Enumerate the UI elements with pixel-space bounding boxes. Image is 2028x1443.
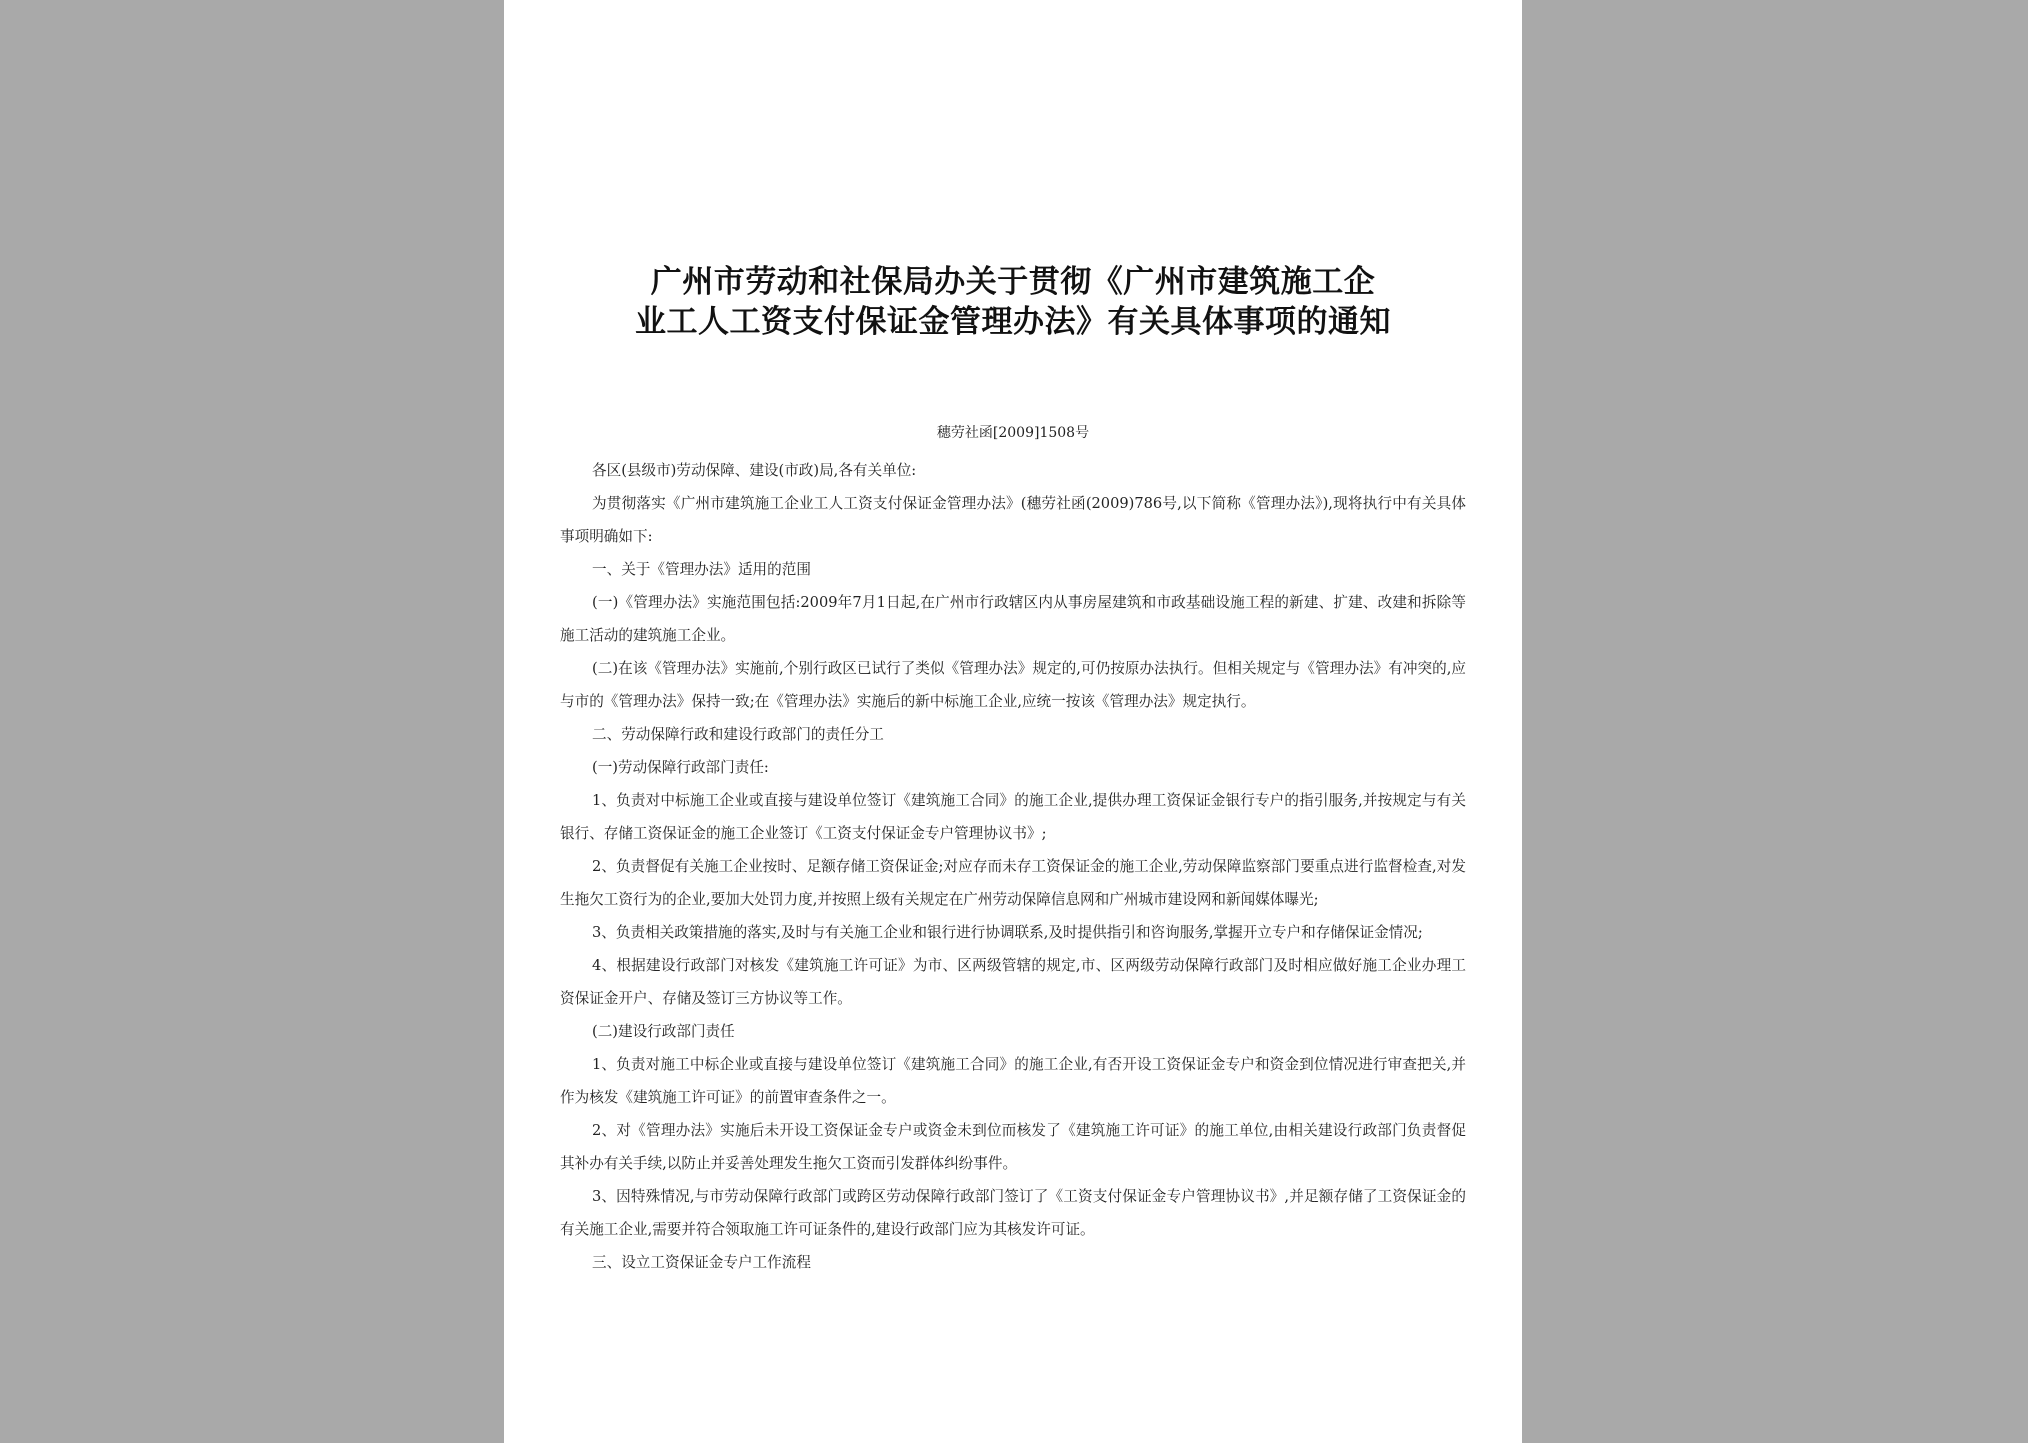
- paragraph: 1、负责对施工中标企业或直接与建设单位签订《建筑施工合同》的施工企业,有否开设工资保证金专户和资金到位情况进行审查把关,并作为核发《建筑施工许可证》的前置审查条件之一。: [560, 1056, 1466, 1106]
- heading-section-2: 二、劳动保障行政和建设行政部门的责任分工: [592, 726, 884, 743]
- document-body: [560, 454, 1466, 1279]
- heading-section-1: 一、关于《管理办法》适用的范围: [592, 561, 811, 578]
- paragraph: 3、因特殊情况,与市劳动保障行政部门或跨区劳动保障行政部门签订了《工资支付保证金专户管理协议书》,并足额存储了工资保证金的有关施工企业,需要并符合领取施工许可证条件的,建设行政部门应为其核发许可证。: [560, 1188, 1466, 1238]
- document-title: [564, 262, 1462, 342]
- paragraph-salutation: 各区(县级市)劳动保障、建设(市政)局,各有关单位:: [592, 462, 917, 479]
- paragraph-intro: 为贯彻落实《广州市建筑施工企业工人工资支付保证金管理办法》(穗劳社函(2009)786号,以下简称《管理办法》),现将执行中有关具体事项明确如下:: [560, 495, 1466, 545]
- paragraph: 1、负责对中标施工企业或直接与建设单位签订《建筑施工合同》的施工企业,提供办理工资保证金银行专户的指引服务,并按规定与有关银行、存储工资保证金的施工企业签订《工资支付保证金专户管理协议书》;: [560, 792, 1466, 842]
- subheading: (一)劳动保障行政部门责任:: [592, 759, 769, 776]
- paragraph: 3、负责相关政策措施的落实,及时与有关施工企业和银行进行协调联系,及时提供指引和咨询服务,掌握开立专户和存储保证金情况;: [592, 924, 1423, 941]
- subheading: (二)建设行政部门责任: [592, 1023, 735, 1040]
- heading-section-3: 三、设立工资保证金专户工作流程: [592, 1254, 811, 1271]
- title-line-1: 广州市劳动和社保局办关于贯彻《广州市建筑施工企: [650, 264, 1376, 300]
- paragraph: 2、负责督促有关施工企业按时、足额存储工资保证金;对应存而未存工资保证金的施工企业,劳动保障监察部门要重点进行监督检查,对发生拖欠工资行为的企业,要加大处罚力度,并按照上级有关规定在广州劳动保障信息网和广州城市建设网和新闻媒体曝光;: [560, 858, 1466, 908]
- paragraph: (一)《管理办法》实施范围包括:2009年7月1日起,在广州市行政辖区内从事房屋建筑和市政基础设施工程的新建、扩建、改建和拆除等施工活动的建筑施工企业。: [560, 594, 1466, 644]
- paragraph: 2、对《管理办法》实施后未开设工资保证金专户或资金未到位而核发了《建筑施工许可证》的施工单位,由相关建设行政部门负责督促其补办有关手续,以防止并妥善处理发生拖欠工资而引发群体纠纷事件。: [560, 1122, 1466, 1172]
- document-page[interactable]: [504, 0, 1522, 1443]
- paragraph: (二)在该《管理办法》实施前,个别行政区已试行了类似《管理办法》规定的,可仍按原办法执行。但相关规定与《管理办法》有冲突的,应与市的《管理办法》保持一致;在《管理办法》实施后的新中标施工企业,应统一按该《管理办法》规定执行。: [560, 660, 1466, 710]
- paragraph: 4、根据建设行政部门对核发《建筑施工许可证》为市、区两级管辖的规定,市、区两级劳动保障行政部门及时相应做好施工企业办理工资保证金开户、存储及签订三方协议等工作。: [560, 957, 1466, 1007]
- document-number: 穗劳社函[2009]1508号: [936, 425, 1090, 441]
- title-line-2: 业工人工资支付保证金管理办法》有关具体事项的通知: [635, 304, 1391, 340]
